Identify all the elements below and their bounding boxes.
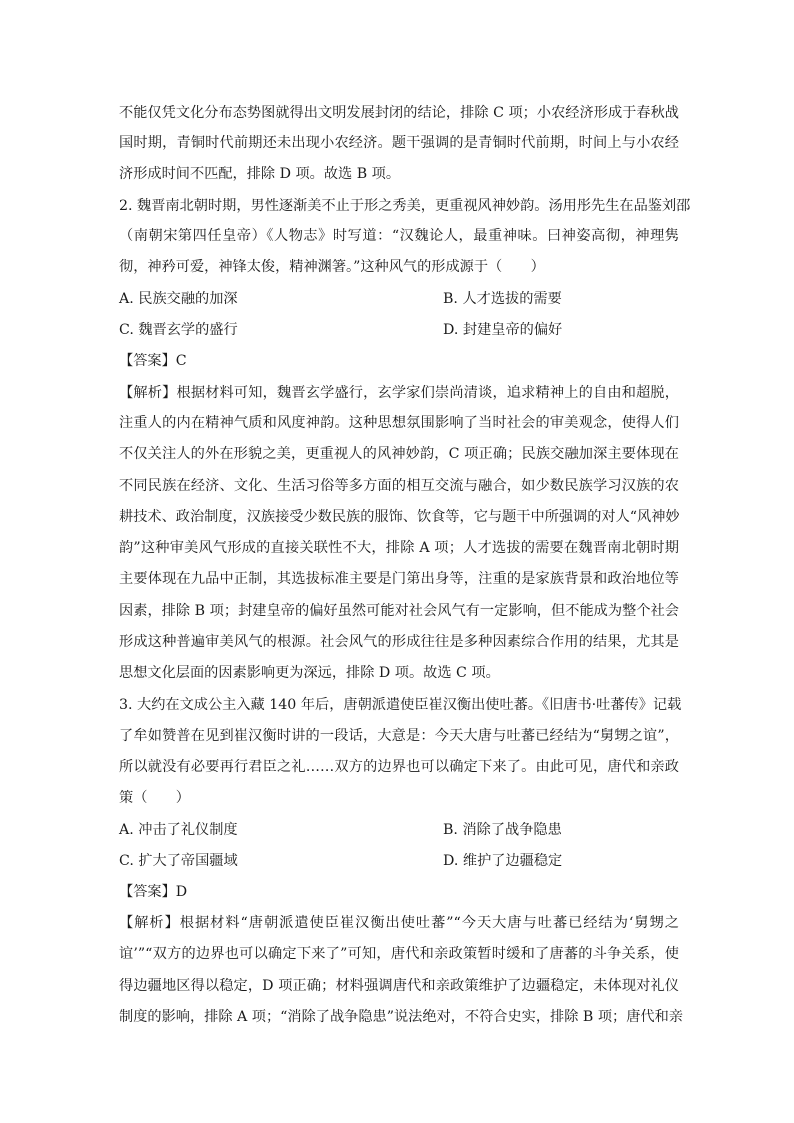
q3-option-c: C. 扩大了帝国疆域 xyxy=(119,853,238,869)
q2-stem-line: 2. 魏晋南北朝时期，男性逐渐美不止于形之秀美，更重视风神妙韵。汤用彤先生在品鉴刘邵 xyxy=(119,198,691,214)
q2-analysis-line: 耕技术、政治制度，汉族接受少数民族的服饰、饮食等，它与题干中所强调的对人“风神妙 xyxy=(119,509,680,525)
q3-option-a: A. 冲击了礼仪制度 xyxy=(119,822,238,838)
q3-stem-line: 了牟如赞普在见到崔汉衡时讲的一段话，大意是：今天大唐与吐蕃已经结为“舅甥之谊”， xyxy=(119,728,679,744)
q2-analysis-line: 主要体现在九品中正制，其选拔标准主要是门第出身等，注重的是家族背景和政治地位等 xyxy=(119,571,679,587)
q2-analysis-line: 不仅关注人的外在形貌之美，更重视人的风神妙韵，C 项正确；民族交融加深主要体现在 xyxy=(119,446,679,462)
q3-analysis-line: 得边疆地区得以稳定，D 项正确；材料强调唐代和亲政策维护了边疆稳定，未体现对礼仪 xyxy=(119,978,679,994)
q3-option-d: D. 维护了边疆稳定 xyxy=(443,853,563,869)
q2-option-a: A. 民族交融的加深 xyxy=(119,291,238,307)
q2-analysis-line: 韵”这种审美风气形成的直接关联性不大，排除 A 项；人才选拔的需要在魏晋南北朝时期 xyxy=(119,540,679,556)
q3-stem-line: 策（ ） xyxy=(119,790,190,806)
q2-analysis-line: 不同民族在经济、文化、生活习俗等多方面的相互交流与融合，如少数民族学习汉族的农 xyxy=(119,478,679,494)
q2-analysis-line: 注重人的内在精神气质和风度神韵。这种思想氛围影响了当时社会的审美观念，使得人们 xyxy=(119,415,679,431)
q2-option-d: D. 封建皇帝的偏好 xyxy=(443,322,563,338)
q2-analysis-line: 思想文化层面的因素影响更为深远，排除 D 项。故选 C 项。 xyxy=(119,665,500,681)
q2-stem-line: （南朝宋第四任皇帝）《人物志》时写道：“汉魏论人，最重神味。曰神姿高彻，神理隽 xyxy=(119,228,679,244)
text-line: 国时期，青铜时代前期还未出现小农经济。题干强调的是青铜时代前期，时间上与小农经 xyxy=(119,135,679,151)
q2-option-b: B. 人才选拔的需要 xyxy=(443,291,562,307)
q2-option-c: C. 魏晋玄学的盛行 xyxy=(119,322,238,338)
q2-analysis-line: 【解析】根据材料可知，魏晋玄学盛行，玄学家们崇尚清谈，追求精神上的自由和超脱， xyxy=(119,385,679,401)
q3-stem-line: 3. 大约在文成公主入藏 140 年后，唐朝派遣使臣崔汉衡出使吐蕃。《旧唐书·吐蕃传》记载 xyxy=(119,697,682,713)
text-line: 不能仅凭文化分布态势图就得出文明发展封闭的结论，排除 C 项；小农经济形成于春秋战 xyxy=(119,105,679,121)
q2-stem-line: 彻，神矜可爱，神锋太俊，精神渊箸。”这种风气的形成源于（ ） xyxy=(119,259,545,275)
q2-analysis-line: 形成这种普遍审美风气的根源。社会风气的形成往往是多种因素综合作用的结果，尤其是 xyxy=(119,634,679,650)
text-line: 济形成时间不匹配，排除 D 项。故选 B 项。 xyxy=(119,166,401,182)
q3-answer: 【答案】D xyxy=(119,884,188,900)
q3-analysis-line: 制度的影响，排除 A 项；“消除了战争隐患”说法绝对，不符合史实，排除 B 项；唐代和亲 xyxy=(119,1009,683,1025)
q3-stem-line: 所以就没有必要再行君臣之礼……双方的边界也可以确定下来了。由此可见，唐代和亲政 xyxy=(119,759,679,775)
q2-answer: 【答案】C xyxy=(119,353,187,369)
q2-analysis-line: 因素，排除 B 项；封建皇帝的偏好虽然可能对社会风气有一定影响，但不能成为整个社会 xyxy=(119,603,679,619)
q3-analysis-line: 【解析】根据材料“唐朝派遣使臣崔汉衡出使吐蕃”“今天大唐与吐蕃已经结为‘舅甥之 xyxy=(119,915,679,931)
q3-option-b: B. 消除了战争隐患 xyxy=(443,822,562,838)
q3-analysis-line: 谊’”“双方的边界也可以确定下来了”可知，唐代和亲政策暂时缓和了唐蕃的斗争关系，使 xyxy=(119,946,679,962)
